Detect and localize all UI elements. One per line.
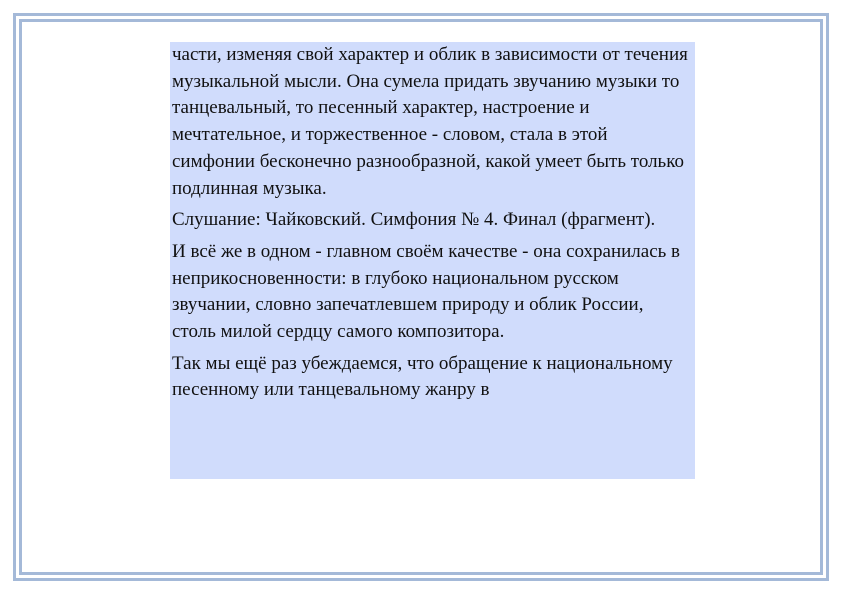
paragraph-listening: Слушание: Чайковский. Симфония № 4. Финал (фрагмент).	[172, 209, 656, 231]
paragraph-conclusion: Так мы ещё раз убеждаемся, что обращение к национальному песенному или танцевальному жанру в	[172, 352, 673, 401]
text-content-box	[170, 42, 695, 479]
paragraph-symphony-description: части, изменяя свой характер и облик в зависимости от течения музыкальной мысли. Она сумела придать звучанию музыки то танцевальный, то песенный характер, настроение и мечтательное, и торжественное - словом, стала в этой симфонии бесконечно разнообразной, какой умеет быть только подлинная музыка.	[172, 44, 688, 199]
paragraph-national-character: И всё же в одном - главном своём качестве - она сохранилась в неприкосновенности: в глубоко национальном русском звучании, словно запечатлевшем природу и облик России, столь милой сердцу самого композитора.	[172, 240, 681, 343]
